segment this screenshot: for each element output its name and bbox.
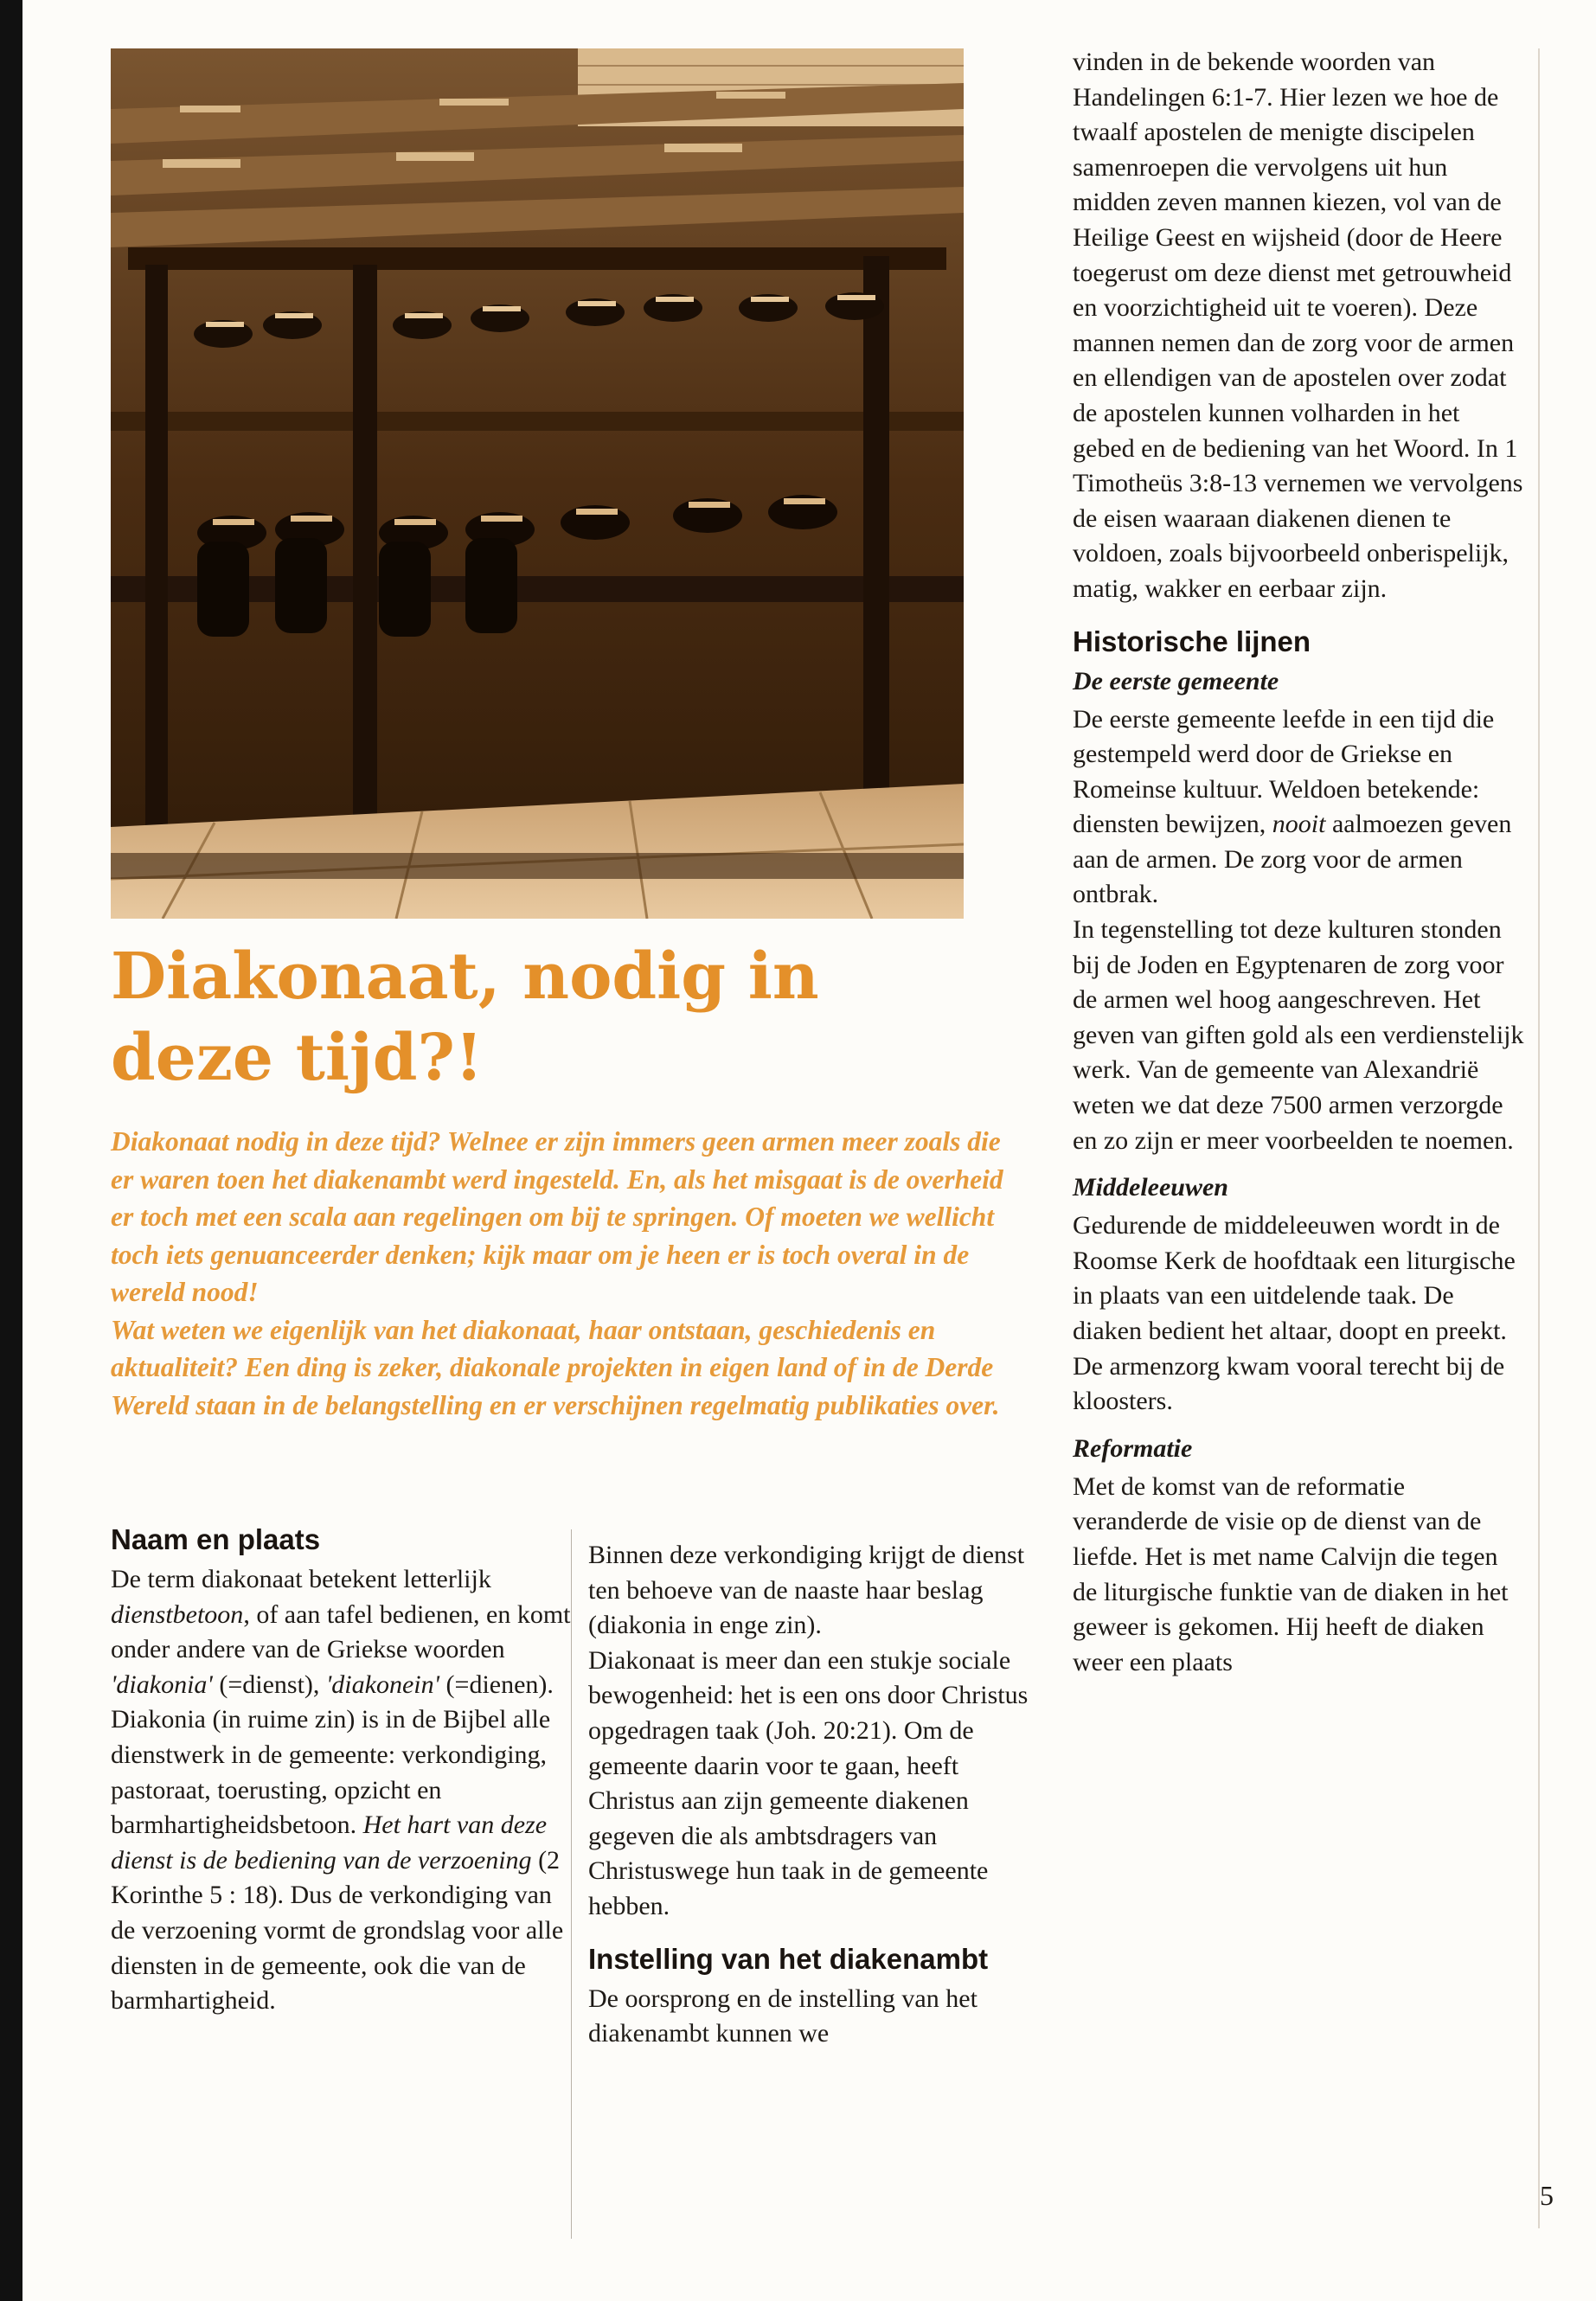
intro-paragraph-1: Diakonaat nodig in deze tijd? Welnee er zijn immers geen armen meer zoals die er waren toen het diakenambt werd ingesteld. En, als het misgaat is de overheid er toch met een scala aan regelingen om bij te springen. Of moeten we wellicht toch iets genuanceerder denken; kijk maar om je heen er is toch overal in de wereld nood!	[111, 1126, 1003, 1307]
magazine-page	[22, 0, 1596, 2301]
paragraph: Diakonaat is meer dan een stukje sociale bewogenheid: het is een ons door Christus opgedragen taak (Joh. 20:21). Om de gemeente daarin voor te gaan, heeft Christus aan zijn gemeente diakenen gegeven die als ambtsdragers van Christuswege hun taak in de gemeente hebben.	[588, 1645, 1029, 1920]
paragraph: De term diakonaat betekent letterlijk dienstbetoon, of aan tafel bedienen, en komt onder andere van de Griekse woorden 'diakonia' (=dienst), 'diakonein' (=dienen).	[111, 1565, 571, 1699]
subheading-eerste-gemeente: De eerste gemeente	[1073, 666, 1279, 695]
subheading-reformatie: Reformatie	[1073, 1433, 1193, 1463]
column-2	[588, 1538, 1040, 2052]
paragraph: In tegenstelling tot deze kulturen stonden bij de Joden en Egyptenaren de zorg voor de armen wel hoog aangeschreven. Het geven van giften gold als een verdienstelijk werk. Van de gemeente van Alexandrië weten we dat deze 7500 armen verzorgde en zo zijn er meer voorbeelden te noemen.	[1073, 915, 1524, 1155]
article-intro	[111, 1123, 1028, 1424]
column-3	[1073, 45, 1524, 1680]
paragraph: Met de komst van de reformatie veranderde de visie op de dienst van de liefde. Het is met name Calvijn die tegen de liturgische funktie van de diaken in het geweer is gekomen. Hij heeft de diaken weer een plaats	[1073, 1471, 1509, 1676]
intro-paragraph-2: Wat weten we eigenlijk van het diakonaat, haar ontstaan, geschiedenis en aktualiteit? Een ding is zeker, diakonale projekten in eigen land of in de Derde Wereld staan in de belangstelling en er verschijnen regelmatig publikaties over.	[111, 1314, 1000, 1420]
subheading-middeleeuwen: Middeleeuwen	[1073, 1173, 1228, 1202]
column-divider	[571, 1529, 572, 2239]
paragraph: vinden in de bekende woorden van Handelingen 6:1-7. Hier lezen we hoe de twaalf apostelen de menigte discipelen samenroepen die vervolgens uit hun midden zeven mannen kiezen, vol van de Heilige Geest en wijsheid (door de Heere toegerust om deze dienst met getrouwheid en voorzichtigheid uit te voeren). Deze mannen nemen dan de zorg voor de armen en ellendigen van de apostelen over zodat de apostelen kunnen volharden in het gebed en de bediening van het Woord. In 1 Timotheüs 3:8-13 vernemen we vervolgens de eisen waaraan diakenen dienen te voldoen, zoals bijvoorbeeld onberispelijk, matig, wakker en eerbaar zijn.	[1073, 48, 1523, 603]
column-1	[111, 1522, 578, 2019]
article-title: Diakonaat, nodig in deze tijd?!	[111, 939, 819, 1095]
paragraph: Gedurende de middeleeuwen wordt in de Roomse Kerk de hoofdtaak een liturgische in plaats van een uitdelende taak. De diaken bedient het altaar, doopt en preekt. De armenzorg kwam vooral terecht bij de kloosters.	[1073, 1211, 1516, 1416]
paragraph: De eerste gemeente leefde in een tijd die gestempeld werd door de Griekse en Romeinse kultuur. Weldoen betekende: diensten bewijzen, nooit aalmoezen geven aan de armen. De zorg voor de armen ontbrak.	[1073, 704, 1512, 909]
section-heading-historische: Historische lijnen	[1073, 625, 1311, 657]
page-margin-line	[1538, 48, 1540, 2228]
paragraph: Binnen deze verkondiging krijgt de dienst ten behoeve van de naaste haar beslag (diakonia in enge zin).	[588, 1541, 1025, 1640]
section-heading-naam: Naam en plaats	[111, 1523, 321, 1555]
section-heading-instelling: Instelling van het diakenambt	[588, 1942, 989, 1975]
page-number: 5	[1540, 2180, 1554, 2211]
paragraph: De oorsprong en de instelling van het diakenambt kunnen we	[588, 1984, 977, 2048]
scan-edge	[0, 0, 22, 2301]
photo-church-pews-icon	[111, 48, 964, 919]
paragraph: Diakonia (in ruime zin) is in de Bijbel alle dienstwerk in de gemeente: verkondiging, pastoraat, toerusting, opzicht en barmhartigheidsbetoon. Het hart van deze dienst is de bediening van de verzoening (2 Korinthe 5 : 18). Dus de verkondiging van de verzoening vormt de grondslag voor alle diensten in de gemeente, ook die van de barmhartigheid.	[111, 1705, 564, 2016]
